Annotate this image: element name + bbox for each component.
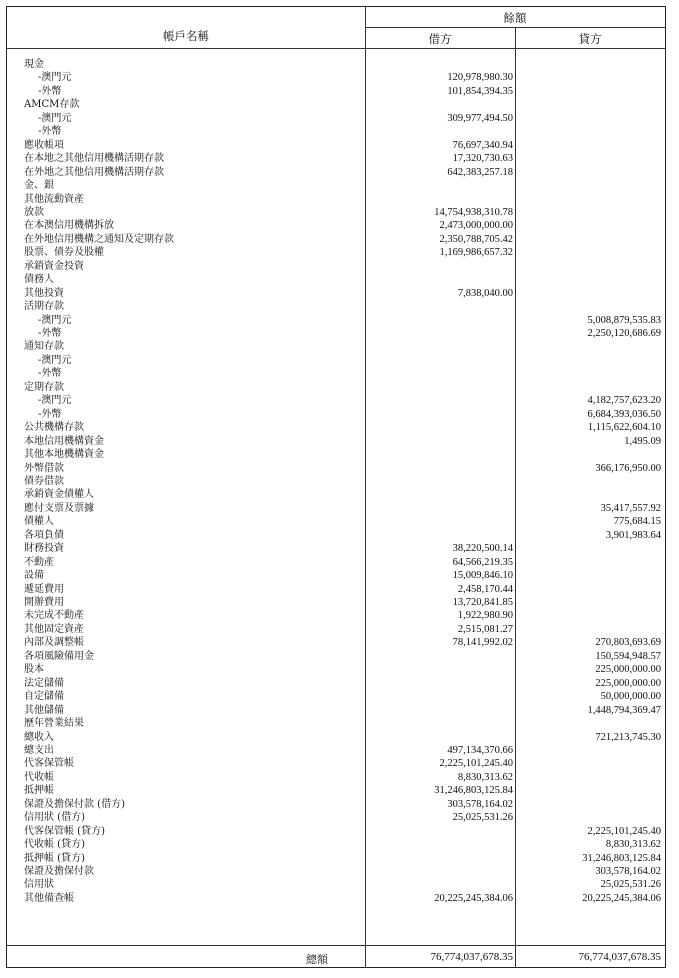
table-row [7, 394, 665, 407]
table-row [7, 825, 665, 838]
debit-value: 642,383,257.18 [447, 166, 513, 178]
credit-value: 25,025,531.26 [600, 879, 661, 891]
table-row [7, 408, 665, 421]
account-label: -外幣 [38, 328, 62, 339]
table-row [7, 771, 665, 784]
debit-value: 2,473,000,000.00 [439, 220, 513, 232]
debit-value: 17,320,730.63 [452, 153, 513, 165]
account-label: -外幣 [38, 368, 62, 380]
account-label: 應付支票及票據 [24, 502, 94, 514]
table-row [7, 502, 665, 515]
debit-value: 1,169,986,657.32 [439, 247, 513, 259]
table-row [7, 838, 665, 851]
account-label: 活期存款 [24, 301, 64, 313]
account-label: 保證及擔保付款 (借方) [24, 798, 125, 810]
account-label: 在本地之其他信用機構活期存款 [24, 153, 164, 165]
table-row [7, 260, 665, 273]
account-label: -澳門元 [38, 395, 72, 407]
table-row [7, 744, 665, 757]
total-credit: 76,774,037,678.35 [578, 951, 661, 963]
credit-value: 225,000,000.00 [595, 677, 661, 689]
table-row [7, 569, 665, 582]
table-row [7, 798, 665, 811]
table-row [7, 367, 665, 380]
table-row [7, 892, 665, 905]
table-row [7, 475, 665, 488]
credit-value: 775,684.15 [613, 516, 661, 528]
account-label: 代收帳 [24, 771, 54, 783]
debit-value: 497,134,370.66 [447, 744, 513, 756]
table-row [7, 112, 665, 125]
balance-table [6, 6, 666, 968]
balance-header: 餘額 [503, 11, 527, 25]
debit-value: 2,350,788,705.42 [439, 233, 513, 245]
table-row [7, 623, 665, 636]
account-label: 不動產 [24, 556, 54, 568]
account-label: 總收入 [24, 731, 54, 743]
table-row [7, 340, 665, 353]
table-row [7, 435, 665, 448]
debit-value: 20,225,245,384.06 [434, 892, 513, 904]
credit-value: 5,008,879,535.83 [587, 314, 661, 326]
account-label: 代收帳 (貸方) [24, 839, 85, 851]
debit-value: 101,854,394.35 [447, 85, 513, 97]
account-label: 外幣借款 [24, 462, 64, 474]
account-label: -外幣 [38, 85, 62, 97]
table-row [7, 287, 665, 300]
table-row [7, 583, 665, 596]
account-label: 應收帳項 [24, 139, 64, 151]
account-label: 債券借款 [24, 475, 64, 487]
account-name-header: 帳戶名稱 [163, 29, 209, 43]
account-label: -澳門元 [38, 72, 72, 84]
account-label: 放款 [24, 206, 44, 218]
credit-value: 1,115,622,604.10 [587, 422, 661, 434]
table-row [7, 421, 665, 434]
table-row [7, 139, 665, 152]
account-label: 其他備查帳 [24, 892, 74, 904]
account-label: 承銷資金投資 [24, 260, 84, 272]
credit-value: 50,000,000.00 [600, 691, 661, 703]
account-label: 遞延費用 [24, 583, 64, 595]
table-row [7, 757, 665, 770]
table-row [7, 636, 665, 649]
account-label: 通知存款 [24, 341, 64, 353]
table-row [7, 193, 665, 206]
account-label: 信用狀 (借方) [24, 812, 85, 824]
table-row [7, 273, 665, 286]
header-divider [365, 27, 665, 28]
account-label: 債務人 [24, 274, 54, 286]
debit-value: 25,025,531.26 [452, 812, 513, 824]
debit-value: 303,578,164.02 [447, 798, 513, 810]
table-row [7, 784, 665, 797]
account-label: 其他投資 [24, 287, 64, 299]
account-label: 本地信用機構資金 [24, 435, 104, 447]
account-label: 總支出 [24, 744, 54, 756]
credit-value: 1,495.09 [624, 435, 661, 447]
account-label: 設備 [24, 570, 44, 582]
table-row [7, 529, 665, 542]
account-label: 代客保管帳 (貸方) [24, 825, 105, 837]
credit-value: 8,830,313.62 [605, 839, 661, 851]
credit-value: 303,578,164.02 [595, 866, 661, 877]
debit-value: 14,754,938,310.78 [434, 206, 513, 218]
account-label: -外幣 [38, 408, 62, 420]
account-label: 債權人 [24, 516, 54, 528]
header-divider [7, 48, 665, 49]
debit-value: 76,697,340.94 [452, 139, 513, 151]
debit-value: 2,515,081.27 [457, 623, 513, 635]
table-row [7, 219, 665, 232]
account-label: 內部及調整帳 [24, 637, 84, 649]
account-label: 承銷資金債權人 [24, 489, 94, 501]
credit-value: 270,803,693.69 [595, 637, 661, 649]
debit-value: 13,720,841.85 [452, 597, 513, 608]
debit-value: 31,246,803,125.84 [434, 785, 513, 797]
credit-value: 6,684,393,036.50 [587, 408, 661, 420]
table-row [7, 677, 665, 690]
account-label: 公共機構存款 [24, 422, 84, 434]
table-row [7, 300, 665, 313]
debit-value: 2,225,101,245.40 [439, 758, 513, 770]
table-row [7, 152, 665, 165]
table-row [7, 327, 665, 340]
debit-value: 309,977,494.50 [447, 112, 513, 124]
account-label: 股票、債券及股權 [24, 247, 104, 259]
table-row [7, 246, 665, 259]
account-label: 自定儲備 [24, 691, 64, 703]
table-row [7, 542, 665, 555]
table-row [7, 354, 665, 367]
table-row [7, 85, 665, 98]
credit-value: 20,225,245,384.06 [582, 892, 661, 904]
table-row [7, 314, 665, 327]
total-divider [7, 945, 665, 946]
account-label: -外幣 [38, 126, 62, 138]
table-row [7, 852, 665, 865]
table-row [7, 811, 665, 824]
debit-value: 15,009,846.10 [452, 570, 513, 582]
account-label: 各項負債 [24, 529, 64, 541]
table-row [7, 462, 665, 475]
account-label: 在本澳信用機構拆放 [24, 220, 114, 232]
total-debit: 76,774,037,678.35 [430, 951, 513, 963]
table-row [7, 448, 665, 461]
table-row [7, 609, 665, 622]
account-label: 金、銀 [24, 180, 54, 192]
table-row [7, 233, 665, 246]
account-label: 保證及擔保付款 [24, 866, 94, 877]
table-row [7, 488, 665, 501]
credit-value: 721,213,745.30 [595, 731, 661, 743]
account-label: 財務投資 [24, 543, 64, 555]
table-row [7, 179, 665, 192]
account-label: 法定儲備 [24, 677, 64, 689]
debit-value: 120,978,980.30 [447, 72, 513, 84]
table-row [7, 166, 665, 179]
table-row [7, 58, 665, 71]
account-label: 在外地信用機構之通知及定期存款 [24, 233, 174, 245]
debit-value: 64,566,219.35 [452, 556, 513, 568]
table-row [7, 663, 665, 676]
account-label: 在外地之其他信用機構活期存款 [24, 166, 164, 178]
credit-header: 貸方 [578, 32, 602, 46]
account-label: 股本 [24, 664, 44, 676]
credit-value: 225,000,000.00 [595, 664, 661, 676]
account-label: 開辦費用 [24, 597, 64, 608]
account-label: -澳門元 [38, 314, 72, 326]
debit-value: 2,458,170.44 [457, 583, 513, 595]
debit-value: 78,141,992.02 [452, 637, 513, 649]
account-label: AMCM存款 [24, 99, 80, 111]
table-row [7, 596, 665, 609]
table-row [7, 704, 665, 717]
credit-value: 366,176,950.00 [595, 462, 661, 474]
table-row [7, 556, 665, 569]
table-row [7, 690, 665, 703]
account-label: 其他流動資產 [24, 193, 84, 205]
table-row [7, 650, 665, 663]
account-label: 代客保管帳 [24, 758, 74, 770]
account-label: 各項風險備用金 [24, 650, 94, 662]
debit-value: 1,922,980.90 [457, 610, 513, 622]
account-label: 抵押帳 [24, 785, 54, 797]
account-label: 未完成不動產 [24, 610, 84, 622]
account-label: 其他固定資產 [24, 623, 84, 635]
table-row [7, 98, 665, 111]
account-label: -澳門元 [38, 354, 72, 366]
table-row [7, 878, 665, 891]
credit-value: 1,448,794,369.47 [587, 704, 661, 716]
debit-value: 7,838,040.00 [457, 287, 513, 299]
credit-value: 2,225,101,245.40 [587, 825, 661, 837]
table-row [7, 717, 665, 730]
credit-value: 31,246,803,125.84 [582, 852, 661, 864]
account-label: 其他儲備 [24, 704, 64, 716]
account-label: 抵押帳 (貸方) [24, 852, 85, 864]
account-label: 現金 [24, 59, 44, 70]
credit-value: 35,417,557.92 [600, 502, 661, 514]
debit-value: 38,220,500.14 [452, 543, 513, 555]
account-label: 信用狀 [24, 879, 54, 891]
credit-value: 2,250,120,686.69 [587, 328, 661, 339]
table-row [7, 71, 665, 84]
table-row [7, 125, 665, 138]
account-label: -澳門元 [38, 112, 72, 124]
credit-value: 4,182,757,623.20 [587, 395, 661, 407]
account-label: 其他本地機構資金 [24, 449, 104, 461]
table-row [7, 731, 665, 744]
total-label: 總額 [306, 953, 328, 966]
account-label: 定期存款 [24, 381, 64, 393]
table-row [7, 206, 665, 219]
table-row [7, 381, 665, 394]
debit-value: 8,830,313.62 [457, 771, 513, 783]
debit-header: 借方 [428, 32, 452, 46]
account-label: 歷年營業結果 [24, 718, 84, 730]
table-row [7, 515, 665, 528]
credit-value: 150,594,948.57 [595, 650, 661, 662]
credit-value: 3,901,983.64 [605, 529, 661, 541]
table-row [7, 865, 665, 878]
